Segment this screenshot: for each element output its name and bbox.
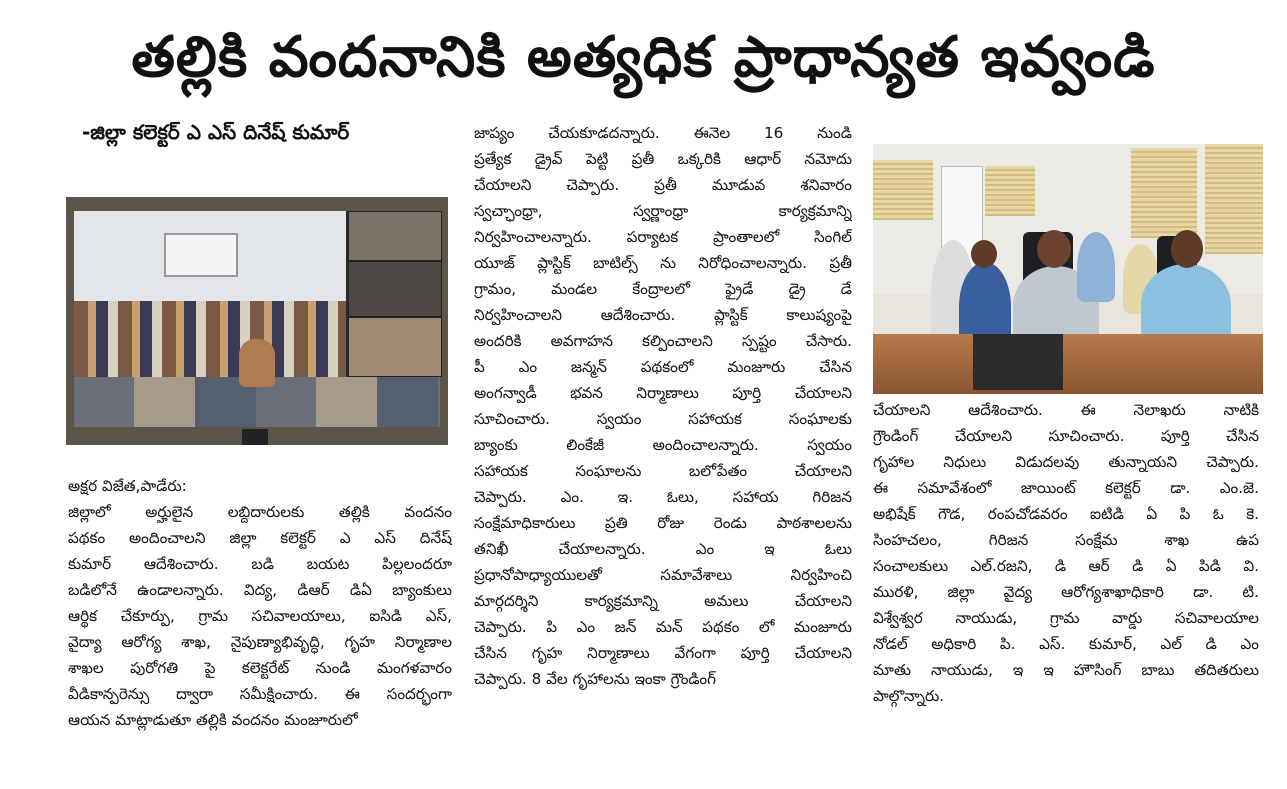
article-line: శాఖల పురోగతి పై కలెక్టరేట్ నుండి మంగళవారం xyxy=(68,659,452,677)
article-line: నోడల్ అధికారి పి. ఎస్. కుమార్, ఎల్ డి ఎం xyxy=(873,635,1259,653)
article-line: సూచించారు. స్వయం సహాయక సంఘాలకు xyxy=(474,410,852,428)
byline: -జిల్లా కలెక్టర్ ఎ ఎస్ దినేష్ కుమార్ xyxy=(82,120,350,144)
article-line: ఆయన మాట్లాడుతూ తల్లికి వందనం మంజూరులో xyxy=(68,711,358,729)
article-line: యూజ్ ప్లాస్టిక్ బాటిల్స్ ను నిరోధించాలన్నారు. ప్రతీ xyxy=(474,254,852,272)
article-line: సహాయక సంఘాలను బలోపేతం చేయాలని xyxy=(474,462,852,480)
article-line: సంచాలకులు ఎల్.రజని, డి ఆర్ డి ఏ పిడి వి. xyxy=(873,557,1259,575)
article-line: వైద్యా ఆరోగ్య శాఖ, నైపుణ్యాభివృద్ధి, గృహ నిర్మాణాల xyxy=(68,633,452,651)
article-line: అక్షర విజేత,పాడేరు: xyxy=(68,477,187,495)
article-line: చెప్పారు. పి ఎం జన్ మన్ పథకం లో మంజూరు xyxy=(474,618,852,636)
article-line: మార్గదర్శిని కార్యక్రమాన్ని అమలు చేయాలని xyxy=(474,592,852,610)
article-line: బడిలోనే ఉండాలన్నారు. విద్య, డిఆర్ డిఏ బ్యాంకులు xyxy=(68,581,452,599)
article-line: గ్రామం, మండల కేంద్రాలలో ఫ్రైడే డ్రై డే xyxy=(474,280,852,298)
meeting-room-photo xyxy=(873,144,1263,394)
article-line: నిర్వహించాలని ఆదేశించారు. ప్లాస్టిక్ కాలుష్యంపై xyxy=(474,306,852,324)
article-line: బ్యాంకు లింకేజీ అందించాలన్నారు. స్వయం xyxy=(474,436,852,454)
article-line: ప్రధానోపాధ్యాయులతో సమావేశాలు నిర్వహించి xyxy=(474,566,852,584)
article-line: అంగన్వాడీ భవన నిర్మాణాలు పూర్తి చేయాలని xyxy=(474,384,852,402)
article-column-1 xyxy=(68,473,452,733)
article-line: నిర్వహించాలన్నారు. పర్యాటక ప్రాంతాలలో సింగిల్ xyxy=(474,228,852,246)
article-line: చేసిన గృహ నిర్మాణాలు వేగంగా పూర్తి చేయాలని xyxy=(474,644,852,662)
article-line: కుమార్ ఆదేశించారు. బడి బయట పిల్లలందరూ xyxy=(68,555,452,573)
article-line: పథకం అందించాలని జిల్లా కలెక్టర్ ఎ ఎస్ దినేష్ xyxy=(68,529,452,547)
article-line: ఆర్థిక చేకూర్పు, గ్రామ సచివాలయాలు, ఐసిడి ఎస్, xyxy=(68,607,452,625)
article-column-3 xyxy=(873,397,1259,709)
article-line: ఈ సమావేశంలో జాయింట్ కలెక్టర్ డా. ఎం.జె. xyxy=(873,479,1259,497)
article-line: విశ్వేశ్వర నాయుడు, గ్రామ వార్డు సచివాలయాల xyxy=(873,609,1259,627)
article-line: వీడికాన్పరెన్సు ద్వారా సమీక్షించారు. ఈ సందర్భంగా xyxy=(68,685,452,703)
article-line: చెప్పారు. ఎం. ఇ. ఓలు, సహాయ గిరిజన xyxy=(474,488,852,506)
article-line: జిల్లాలో అర్హులైన లబ్దిదారులకు తల్లికి వందనం xyxy=(68,503,452,521)
article-line: అందరికి అవగాహన కల్పించాలని స్పష్టం చేసారు. xyxy=(474,332,852,350)
article-line: సంక్షేమాధికారులు ప్రతి రోజు రెండు పాఠశాలలను xyxy=(474,514,852,532)
article-line: గ్రౌండింగ్ చేయాలని సూచించారు. పూర్తి చేసిన xyxy=(873,427,1259,445)
article-line: ప్రత్యేక డ్రైవ్ పెట్టి ప్రతీ ఒక్కరికి ఆధార్ నమోదు xyxy=(474,150,852,168)
article-column-2 xyxy=(474,120,852,692)
article-line: పీ ఎం జన్మన్ పథకంలో మంజూరు చేసిన xyxy=(474,358,852,376)
article-line: జాప్యం చేయకూడదన్నారు. ఈనెల 16 నుండి xyxy=(474,124,852,142)
article-line: మురళి, జిల్లా వైద్య ఆరోగ్యశాఖాధికారి డా. టి. xyxy=(873,583,1259,601)
article-line: స్వచ్ఛాంధ్రా, స్వర్ణాంధ్రా కార్యక్రమాన్ని xyxy=(474,202,852,220)
video-conference-photo xyxy=(66,197,448,445)
article-line: గృహాల నిధులు విడుదలవు తున్నాయని చెప్పారు. xyxy=(873,453,1259,471)
article-line: సింహచలం, గిరిజన సంక్షేమ శాఖ ఉప xyxy=(873,531,1259,549)
headline: తల్లికి వందనానికి అత్యధిక ప్రాధాన్యత ఇవ్వండి xyxy=(131,25,1156,90)
article-line: చేయాలని ఆదేశించారు. ఈ నెలాఖరు నాటికి xyxy=(873,401,1259,419)
article-line: పాల్గొన్నారు. xyxy=(873,687,945,705)
article-line: అభిషేక్ గౌడ, రంపచోడవరం ఐటిడి ఏ పి ఓ కె. xyxy=(873,505,1259,523)
article-line: తనిఖీ చేయాలన్నారు. ఎం ఇ ఓలు xyxy=(474,540,852,558)
article-line: మాతు నాయుడు, ఇ ఇ హౌసింగ్ బాబు తదితరులు xyxy=(873,661,1259,679)
article-line: చేయాలని చెప్పారు. ప్రతీ మూడువ శనివారం xyxy=(474,176,852,194)
article-line: చెప్పారు. 8 వేల గృహాలను ఇంకా గ్రౌండింగ్ xyxy=(474,670,716,688)
